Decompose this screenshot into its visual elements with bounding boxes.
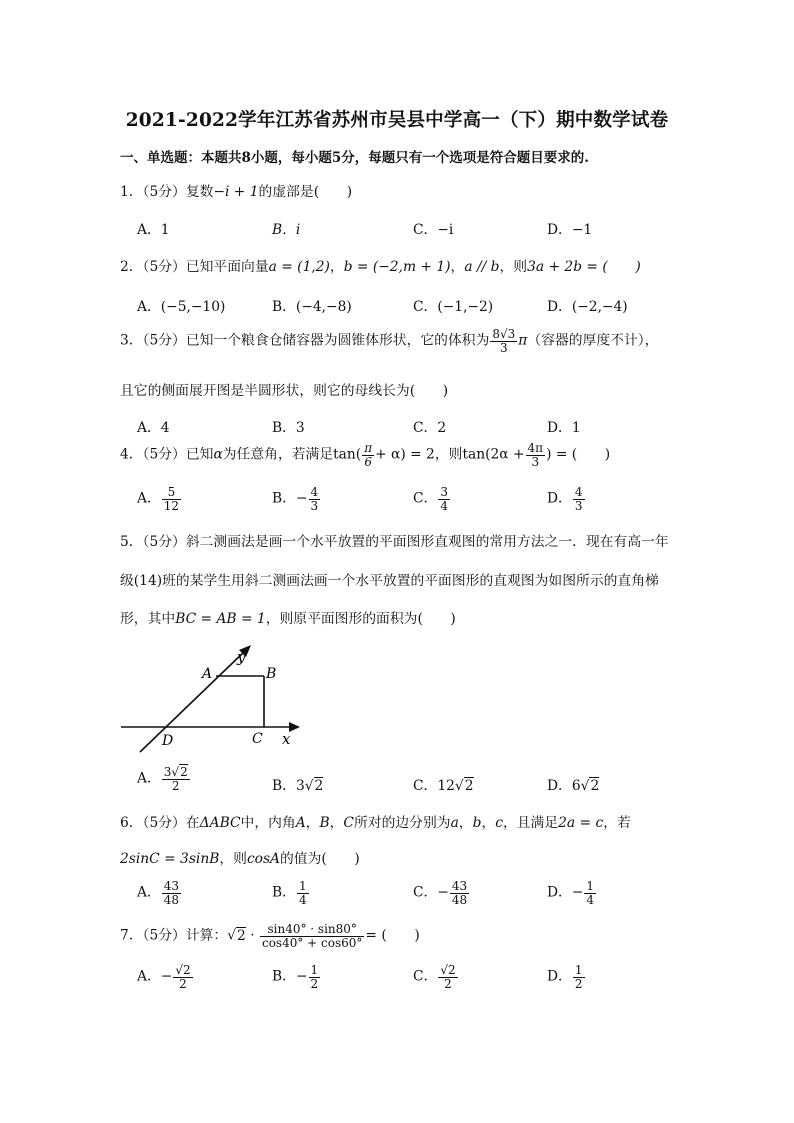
q5-option-a: A． $\frac{3√2}{2}$ xyxy=(137,765,188,793)
q4-tan2-fraction: $\frac{4\pi}{3}$ xyxy=(527,441,544,469)
question-6-line1: 6．（5分）在ΔABC中，内角A，B，C所对的边分别为a，b，c，且满足2a = c，若 xyxy=(120,815,631,831)
x-axis-arrow xyxy=(289,722,300,732)
q3-option-c: C．2 xyxy=(413,420,447,436)
q4-tan1-b: + α) = 2，则 xyxy=(375,446,463,463)
q4-tan1-fraction: $\frac{\pi}{6}$ xyxy=(364,441,373,469)
q2-option-b: B．(−4,−8) xyxy=(272,299,352,315)
q2-stem-a: 2．（5分）已知平面向量 xyxy=(120,259,269,275)
q2-option-c: C．(−1,−2) xyxy=(413,299,494,315)
q6-triangle: ΔABC xyxy=(199,815,241,831)
q7-option-c: C． $\frac{√2}{2}$ xyxy=(413,963,456,991)
q5-option-b: B．3√2 xyxy=(272,778,324,794)
q1-option-a: A．1 xyxy=(137,222,170,238)
q1-option-d: D．−1 xyxy=(547,222,593,238)
q4-tan2-a: tan(2α + xyxy=(462,446,525,463)
q1-stem-b: 的虚部是( ) xyxy=(258,184,353,200)
q4-alpha: α xyxy=(213,446,223,463)
question-4-stem xyxy=(120,442,610,468)
q1-stem-a: 1．（5分）复数 xyxy=(120,184,214,200)
q2-parallel: a // b xyxy=(464,259,500,275)
q3-stem-b: （容器的厚度不计）， xyxy=(527,332,659,349)
q4-stem-b: 为任意角，若满足 xyxy=(222,446,334,463)
q4-tan2-b: ) = ( ) xyxy=(546,446,611,463)
y-axis xyxy=(140,650,246,752)
q4-stem-a: 4．（5分）已知 xyxy=(120,446,214,463)
q2-option-d: D．(−2,−4) xyxy=(547,299,628,315)
label-d: D xyxy=(162,733,174,749)
q5-option-d: D．6√2 xyxy=(547,778,600,794)
q5-bc-ab: BC = AB = 1 xyxy=(175,611,266,627)
q5-line2: 级(14)班的某学生用斜二测画法画一个水平放置的平面图形的直观图为如图所示的直角梯 xyxy=(120,573,659,589)
q4-option-b: B．− $\frac{4}{3}$ xyxy=(272,485,319,513)
q4-option-d: D． $\frac{4}{3}$ xyxy=(547,485,583,513)
q1-expr: −i + 1 xyxy=(213,184,259,200)
q1-option-b: B．i xyxy=(272,222,301,238)
q3-stem-a: 3．（5分）已知一个粮食仓储容器为圆锥体形状，它的体积为 xyxy=(120,332,490,349)
label-x: x xyxy=(282,730,291,748)
page-title: 2021-2022学年江苏省苏州市吴县中学高一（下）期中数学试卷 xyxy=(125,110,669,131)
q2-vector-b: b = (−2,m + 1) xyxy=(343,259,451,275)
q3-option-a: A．4 xyxy=(137,420,170,436)
q3-line2: 且它的侧面展开图是半圆形状，则它的母线长为( ) xyxy=(120,383,449,399)
q7-option-d: D． $\frac{1}{2}$ xyxy=(547,963,583,991)
q1-option-c: C．−i xyxy=(413,222,454,238)
q5-line1: 5．（5分）斜二测画法是画一个水平放置的平面图形直观图的常用方法之一．现在有高一年 xyxy=(120,534,669,550)
q7-option-b: B．− $\frac{1}{2}$ xyxy=(272,963,319,991)
q2-expr: 3a + 2b = ( ) xyxy=(527,259,641,275)
question-1-stem xyxy=(120,180,352,200)
label-b: B xyxy=(266,666,277,682)
q5-option-c: C．12√2 xyxy=(413,778,474,794)
label-a: A xyxy=(202,666,213,682)
q3-option-b: B．3 xyxy=(272,420,305,436)
q3-option-d: D．1 xyxy=(547,420,581,436)
q2-vector-a: a = (1,2) xyxy=(268,259,330,275)
label-y: y xyxy=(237,648,246,666)
q6-option-a: A． $\frac{43}{48}$ xyxy=(137,879,180,907)
q6-option-b: B． $\frac{1}{4}$ xyxy=(272,879,307,907)
q4-option-c: C． $\frac{3}{4}$ xyxy=(413,485,448,513)
question-6-line2: 2sinC = 3sinB，则cosA的值为( ) xyxy=(120,851,360,867)
label-c: C xyxy=(252,731,263,747)
trapezoid-figure xyxy=(118,640,308,755)
question-7-stem: 7．（5分）计算：√2 · $\frac{\sin 40^\circ \cdot \sin 80^\circ}{\cos 40^\circ + \cos 60^\circ}$ = ( ) xyxy=(120,922,420,950)
q3-volume-fraction: $\frac{8√3}{3}$ xyxy=(492,327,516,355)
question-3-stem xyxy=(120,328,658,354)
q4-option-a: A． $\frac{5}{12}$ xyxy=(137,485,180,513)
q6-option-c: C．− $\frac{43}{48}$ xyxy=(413,879,468,907)
q3-pi: π xyxy=(518,332,528,349)
q2-option-a: A．(−5,−10) xyxy=(137,299,226,315)
q7-option-a: A．− $\frac{√2}{2}$ xyxy=(137,963,191,991)
section-heading: 一、单选题：本题共8小题，每小题5分，每题只有一个选项是符合题目要求的. xyxy=(120,150,589,166)
question-2-stem: 2．（5分）已知平面向量a = (1,2)，b = (−2,m + 1)，a // b，则3a + 2b = ( ) xyxy=(120,259,641,275)
q5-line3: 形，其中BC = AB = 1，则原平面图形的面积为( ) xyxy=(120,611,456,627)
q6-option-d: D．− $\frac{1}{4}$ xyxy=(547,879,595,907)
q2-mid: ，则 xyxy=(499,259,528,275)
q4-tan1-a: tan( xyxy=(333,446,362,463)
